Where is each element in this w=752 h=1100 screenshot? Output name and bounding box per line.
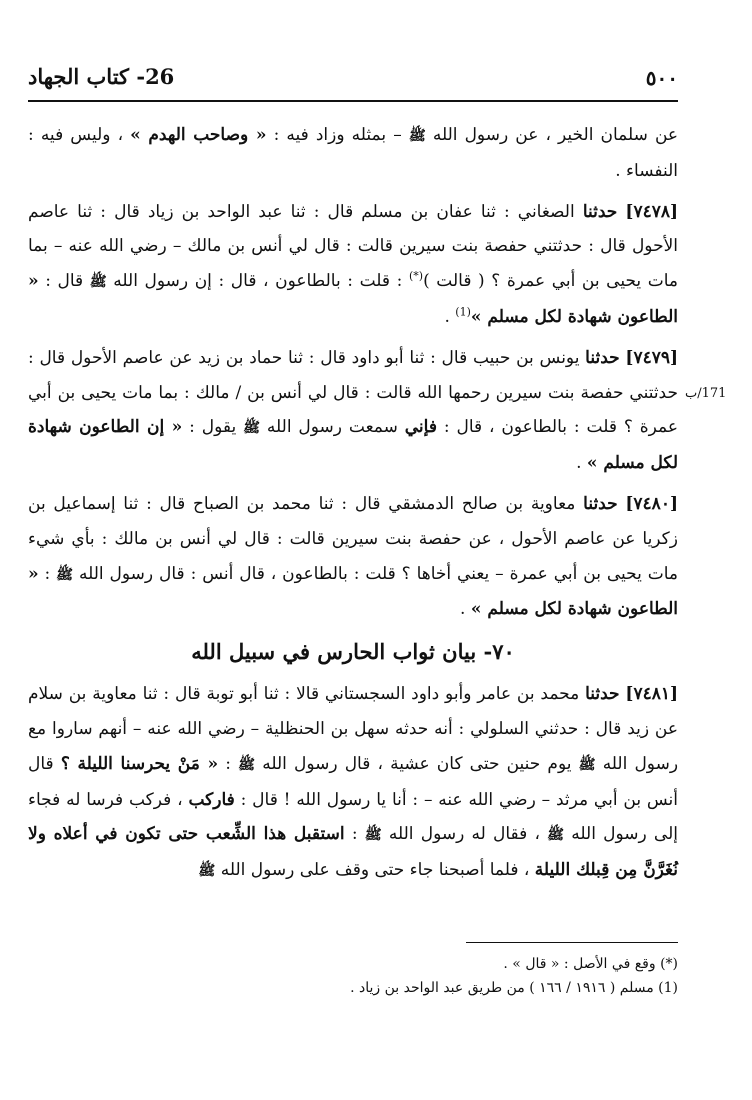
- haddathana-word: حدثنا: [582, 201, 618, 222]
- salawat-glyph: ﷺ: [408, 128, 426, 144]
- text-span: .: [576, 453, 582, 474]
- text-span: ، وليس فيه : النفساء .: [28, 125, 678, 181]
- text-span: سمعت رسول الله: [266, 417, 398, 438]
- haddathana-word: حدثنا: [585, 347, 620, 368]
- salawat-glyph: ﷺ: [364, 827, 382, 844]
- hadith-quote: « مَنْ يحرسنا الليلة ؟: [60, 753, 219, 774]
- book-title: 26- كتاب الجهاد: [28, 64, 175, 89]
- main-text: [28, 118, 678, 889]
- salawat-glyph: ﷺ: [56, 566, 74, 583]
- hadith-number: [٧٤٧٨]: [625, 201, 679, 222]
- salawat-glyph: ﷺ: [578, 756, 596, 773]
- hadith-7481: [28, 677, 678, 889]
- salawat-glyph: ﷺ: [243, 420, 260, 437]
- footnote-marker: (1): [455, 305, 471, 319]
- text-span: عن سلمان الخير ، عن رسول الله: [432, 125, 679, 145]
- manuscript-folio-ref: 171/ب: [685, 386, 727, 401]
- hadith-number: [٧٤٨١]: [625, 684, 679, 705]
- text-span: يقول :: [189, 417, 237, 438]
- text-span: يوم حنين حتى كان عشية ، قال رسول الله: [262, 753, 572, 774]
- text-span: ، فلما أصبحنا جاء حتى وقف على رسول الله: [220, 860, 530, 881]
- hadith-quote: فاركب: [188, 789, 235, 810]
- text-span: الصغاني : ثنا عفان بن مسلم قال : ثنا عبد الواحد بن زياد قال : ثنا عاصم الأحول قال : حدثتني حفصة بنت سيرين قالت : قال لي أنس بن مالك – رضي الله عنه – بما مات يحيى بن أبي عمرة ؟ ( قالت ): [28, 201, 679, 292]
- text-span: محمد بن عامر وأبو داود السجستاني قالا : ثنا أبو توبة قال : ثنا معاوية بن سلام عن زيد قال : حدثني السلولي : أنه حدثه سهل بن الحنظلية – رضي الله عنه – أنهم ساروا مع رسول الله: [28, 684, 679, 774]
- hadith-number: [٧٤٨٠]: [625, 493, 678, 514]
- salawat-glyph: ﷺ: [198, 863, 216, 880]
- text-span: .: [444, 306, 450, 327]
- salawat-glyph: ﷺ: [238, 756, 256, 773]
- bold-text: فإني: [404, 417, 437, 438]
- text-span: :: [351, 824, 358, 845]
- footnote-asterisk: (*) وقع في الأصل : « قال » .: [503, 956, 678, 972]
- hadith-quote: « الطاعون شهادة لكل مسلم »: [28, 271, 678, 327]
- hadith-7479: [28, 341, 678, 481]
- page-header: [28, 60, 678, 100]
- footnote-rule: [466, 942, 678, 943]
- text-span: ، فركب فرسا له فجاء إلى رسول الله: [28, 789, 678, 845]
- text-span: – بمثله وزاد فيه :: [273, 125, 402, 145]
- text-span: .: [460, 599, 466, 620]
- text-span: معاوية بن صالح الدمشقي قال : ثنا محمد بن الصباح قال : ثنا إسماعيل بن زكريا عن عاصم الأحول ، عن حفصة بنت سيرين قالت : قال لي أنس بن مالك : بأي شيء مات يحيى بن أبي عمرة – يعني أخاها ؟ قلت : بالطاعون ، قال أنس : قال رسول الله: [28, 493, 679, 584]
- page-number: ٥٠٠: [645, 66, 678, 90]
- text-span: :: [44, 563, 51, 584]
- text-span: :: [225, 753, 231, 774]
- header-rule: [28, 100, 678, 102]
- text-span: قال :: [45, 271, 84, 292]
- footnotes: [28, 952, 678, 1000]
- chapter-heading: ٧٠- بيان ثواب الحارس في سبيل الله: [191, 639, 515, 665]
- hadith-number: [٧٤٧٩]: [625, 347, 679, 368]
- text-span: قال أنس بن أبي مرثد – رضي الله عنه – : أنا يا رسول الله ! قال :: [28, 753, 679, 810]
- text-span: ، فقال له رسول الله: [388, 824, 540, 845]
- intro-paragraph: [28, 118, 678, 189]
- hadith-7478: [28, 195, 678, 335]
- salawat-glyph: ﷺ: [547, 827, 565, 844]
- hadith-7480: [28, 487, 678, 627]
- haddathana-word: حدثنا: [585, 684, 620, 705]
- hadith-quote: استقبل هذا الشِّعب حتى تكون في أعلاه ولا نُغَرَّنَّ مِن قِبلك الليلة: [28, 824, 678, 881]
- hadith-quote: « وصاحب الهدم »: [130, 125, 267, 145]
- hadith-quote: « إن الطاعون شهادة لكل مسلم »: [28, 417, 678, 474]
- hadith-quote: « الطاعون شهادة لكل مسلم »: [28, 563, 678, 620]
- haddathana-word: حدثنا: [583, 493, 618, 514]
- text-span: يونس بن حبيب قال : ثنا أبو داود قال : ثنا حماد بن زيد عن عاصم الأحول قال : حدثتني حفصة بنت سيرين رحمها الله قالت : قال لي أنس بن / مالك : بما مات يحيى بن أبي عمرة ؟ قلت : بالطاعون ، قال :: [28, 347, 679, 438]
- footnote-marker: (*): [408, 269, 424, 283]
- footnote-1: (1) مسلم ( ١٩١٦ / ١٦٦ ) من طريق عبد الواحد بن زياد .: [350, 980, 678, 996]
- salawat-glyph: ﷺ: [89, 274, 107, 291]
- text-span: : قلت : بالطاعون ، قال : إن رسول الله: [113, 271, 403, 292]
